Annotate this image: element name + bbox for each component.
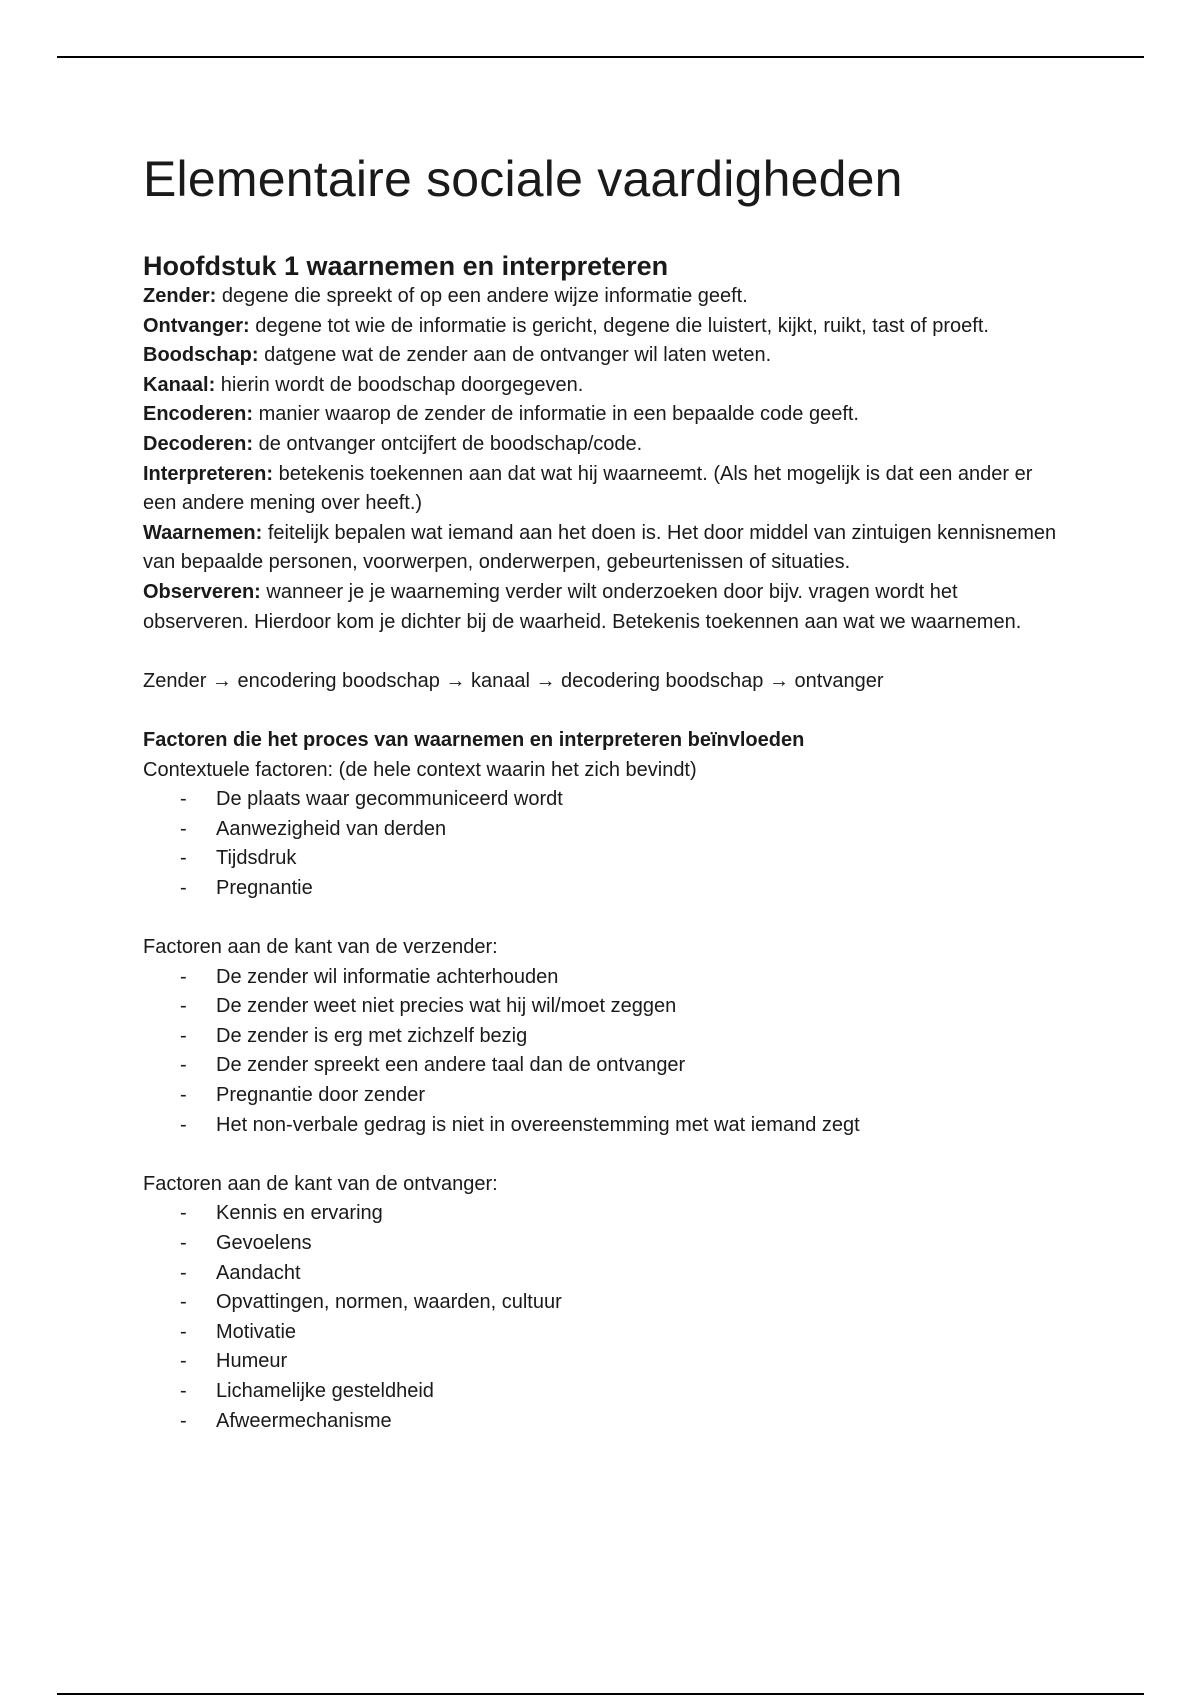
list-item	[143, 844, 1063, 874]
bullet-list-sender	[143, 963, 1063, 1141]
definition-zender	[143, 282, 1063, 312]
dash-bullet: -	[180, 1232, 187, 1254]
dash-bullet: -	[180, 1379, 187, 1402]
list-item-text: Pregnantie	[216, 876, 313, 899]
dash-bullet: -	[180, 1113, 187, 1136]
definition-text: feitelijk bepalen wat iemand aan het doen is. Het door middel van zintuigen kennisnemen van bepaalde personen, voorwerpen, onderwerpen, gebeurtenissen of situaties.	[143, 521, 1057, 574]
definition-text: degene die spreekt of op een andere wijze informatie geeft.	[216, 285, 748, 307]
dash-bullet: -	[180, 995, 187, 1018]
bullet-list-context	[143, 785, 1063, 903]
definition-term: Interpreteren:	[143, 462, 274, 485]
list-item-text: Opvattingen, normen, waarden, cultuur	[216, 1291, 562, 1314]
definition-ontvanger	[143, 312, 1063, 342]
dash-bullet: -	[180, 1291, 187, 1314]
definition-term: Encoderen:	[143, 403, 254, 426]
list-item	[143, 1111, 1063, 1141]
dash-bullet: -	[180, 847, 187, 870]
definition-encoderen	[143, 400, 1063, 430]
group-intro-receiver: Factoren aan de kant van de ontvanger:	[143, 1172, 498, 1195]
definition-text: degene tot wie de informatie is gericht, degene die luistert, kijkt, ruikt, tast of proeft.	[249, 314, 989, 337]
list-item-text: Tijdsdruk	[216, 847, 297, 870]
definition-text: manier waarop de zender de informatie in een bepaalde code geeft.	[253, 403, 859, 426]
definition-text: hierin wordt de boodschap doorgegeven.	[215, 373, 584, 396]
definition-text: de ontvanger ontcijfert de boodschap/code.	[253, 432, 643, 455]
dash-bullet: -	[180, 1084, 187, 1107]
dash-bullet: -	[180, 876, 187, 899]
list-item-text: De zender spreekt een andere taal dan de ontvanger	[216, 1054, 686, 1077]
definition-term: Kanaal:	[143, 373, 216, 396]
list-item-text: Motivatie	[216, 1320, 297, 1343]
dash-bullet: -	[180, 1261, 187, 1284]
list-item-text: Lichamelijke gesteldheid	[216, 1379, 434, 1402]
list-item-text: Kennis en ervaring	[216, 1202, 383, 1225]
list-item	[143, 785, 1063, 815]
definition-interpreteren	[143, 460, 1063, 519]
chapter-title: Hoofdstuk 1 waarnemen en interpreteren	[143, 251, 669, 281]
definition-boodschap	[143, 341, 1063, 371]
factors-heading: Factoren die het proces van waarnemen en interpreteren beïnvloeden	[143, 728, 805, 751]
dash-bullet: -	[180, 965, 187, 988]
group-intro-sender: Factoren aan de kant van de verzender:	[143, 936, 498, 959]
document-title: Elementaire sociale vaardigheden	[143, 151, 903, 207]
top-rule	[57, 56, 1144, 58]
definition-term: Boodschap:	[143, 344, 259, 367]
definition-text: betekenis toekennen aan dat wat hij waarneemt. (Als het mogelijk is dat een ander er een andere mening over heeft.)	[143, 462, 1033, 515]
list-item	[143, 1288, 1063, 1318]
list-item-text: Aanwezigheid van derden	[216, 817, 447, 840]
definition-text: wanneer je je waarneming verder wilt onderzoeken door bijv. vragen wordt het observeren. Hierdoor kom je dichter bij de waarheid. Betekenis toekennen aan wat we waarnemen.	[143, 580, 1022, 633]
list-item	[143, 963, 1063, 993]
list-item-text: Pregnantie door zender	[216, 1084, 426, 1107]
list-item	[143, 992, 1063, 1022]
list-item-text: De plaats waar gecommuniceerd wordt	[216, 788, 563, 811]
list-item	[143, 1229, 1063, 1259]
dash-bullet: -	[180, 1350, 187, 1373]
dash-bullet: -	[180, 1202, 187, 1225]
dash-bullet: -	[180, 817, 187, 840]
list-item	[143, 1347, 1063, 1377]
definition-decoderen	[143, 430, 1063, 460]
list-item-text: Aandacht	[216, 1261, 301, 1284]
definition-kanaal	[143, 371, 1063, 401]
list-item	[143, 1051, 1063, 1081]
definition-term: Decoderen:	[143, 432, 254, 455]
list-item-text: Het non-verbale gedrag is niet in overeenstemming met wat iemand zegt	[216, 1113, 860, 1136]
list-item-text: Afweermechanisme	[216, 1409, 392, 1432]
bottom-rule	[57, 1693, 1144, 1695]
definition-term: Zender:	[143, 285, 217, 307]
definition-term: Waarnemen:	[143, 521, 263, 544]
definition-term: Ontvanger:	[143, 314, 250, 337]
dash-bullet: -	[180, 1024, 187, 1047]
list-item	[143, 815, 1063, 845]
list-item	[143, 874, 1063, 904]
group-intro-context: Contextuele factoren: (de hele context waarin het zich bevindt)	[143, 758, 697, 781]
list-item-text: Humeur	[216, 1350, 288, 1373]
communication-flow: Zender → encodering boodschap → kanaal → decodering boodschap → ontvanger	[143, 669, 884, 692]
list-item-text: De zender wil informatie achterhouden	[216, 965, 559, 988]
page-content	[143, 150, 1063, 1436]
bullet-list-receiver	[143, 1199, 1063, 1436]
list-item-text: Gevoelens	[216, 1232, 312, 1254]
list-item-text: De zender is erg met zichzelf bezig	[216, 1024, 528, 1047]
list-item	[143, 1407, 1063, 1437]
list-item	[143, 1377, 1063, 1407]
dash-bullet: -	[180, 1320, 187, 1343]
list-item	[143, 1022, 1063, 1052]
list-item	[143, 1081, 1063, 1111]
list-item	[143, 1259, 1063, 1289]
definition-observeren	[143, 578, 1063, 637]
definition-text: datgene wat de zender aan de ontvanger wil laten weten.	[258, 344, 772, 367]
dash-bullet: -	[180, 1054, 187, 1077]
definition-waarnemen	[143, 519, 1063, 578]
definition-term: Observeren:	[143, 580, 261, 603]
dash-bullet: -	[180, 788, 187, 811]
list-item	[143, 1318, 1063, 1348]
dash-bullet: -	[180, 1409, 187, 1432]
list-item-text: De zender weet niet precies wat hij wil/moet zeggen	[216, 995, 677, 1018]
list-item	[143, 1199, 1063, 1229]
definition-list	[143, 282, 1063, 637]
